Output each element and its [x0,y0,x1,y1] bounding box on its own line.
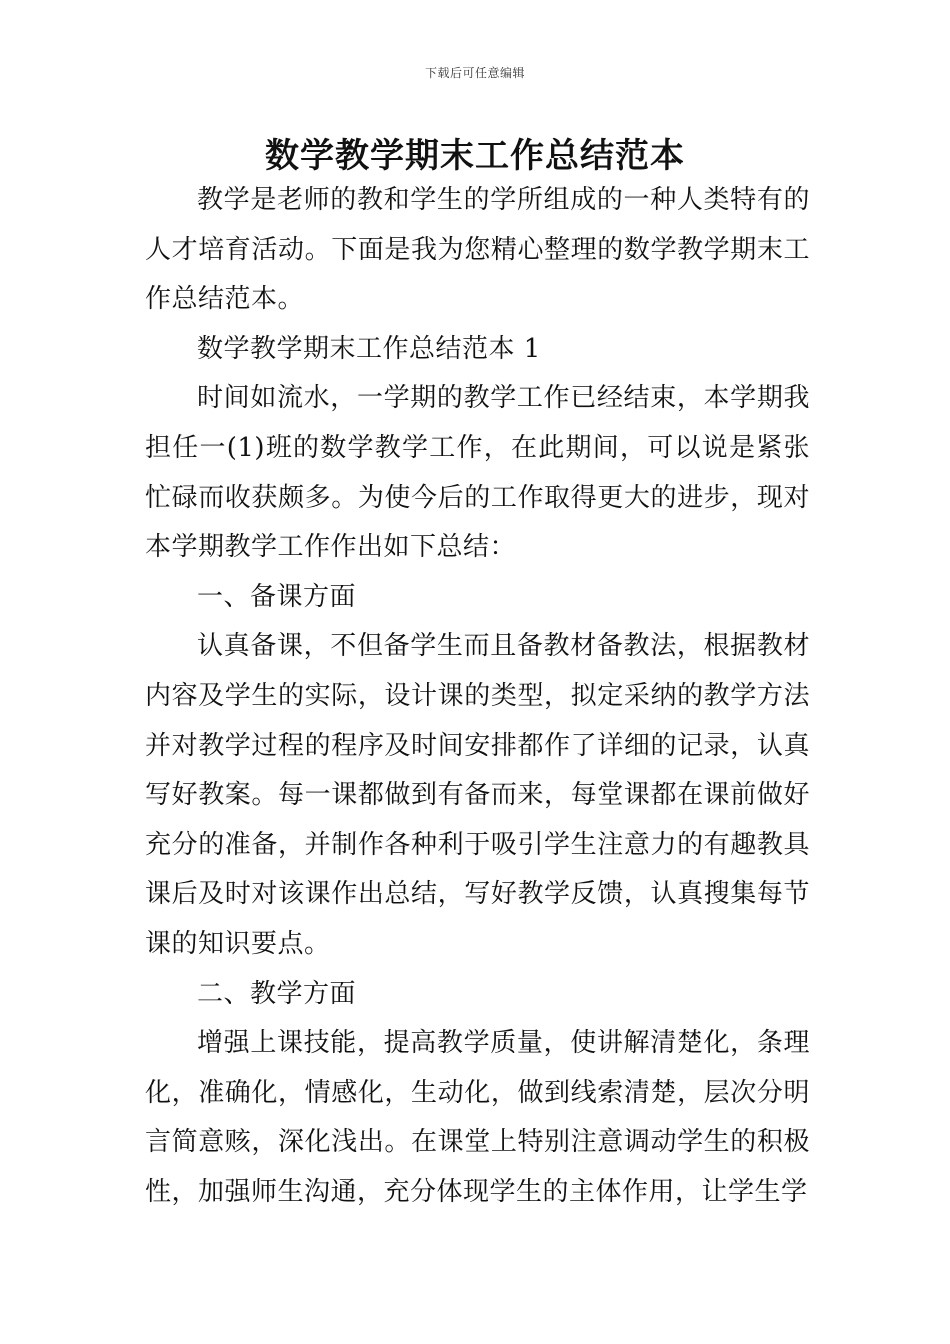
section-title: 数学教学期末工作总结范本 1 [197,333,541,364]
header-note: 下载后可任意编辑 [424,66,525,80]
document-body [145,176,810,1217]
paragraph: 认真备课，不但备学生而且备教材备教法，根据教材内容及学生的实际，设计课的类型，拟定采纳的教学方法并对教学过程的程序及时间安排都作了详细的记录，认真写好教案。每一课都做到有备而来，每堂课都在课前做好充分的准备，并制作各种利于吸引学生注意力的有趣教具课后及时对该课作出总结，写好教学反馈，认真搜集每节课的知识要点。 [145,631,810,959]
paragraph: 增强上课技能，提高教学质量，使讲解清楚化，条理化，准确化，情感化，生动化，做到线索清楚，层次分明言简意赅，深化浅出。在课堂上特别注意调动学生的积极性，加强师生沟通，充分体现学生的主体作用，让学生学 [145,1028,810,1207]
document-title: 数学教学期末工作总结范本 [265,136,685,176]
subsection-heading: 二、教学方面 [197,978,357,1009]
paragraph: 时间如流水，一学期的教学工作已经结束，本学期我担任一(1)班的数学教学工作，在此期间，可以说是紧张忙碌而收获颇多。为使今后的工作取得更大的进步，现对本学期教学工作作出如下总结： [145,383,810,563]
subsection-heading: 一、备课方面 [197,581,357,612]
intro-paragraph: 教学是老师的教和学生的学所组成的一种人类特有的人才培育活动。下面是我为您精心整理的数学教学期末工作总结范本。 [145,185,810,315]
